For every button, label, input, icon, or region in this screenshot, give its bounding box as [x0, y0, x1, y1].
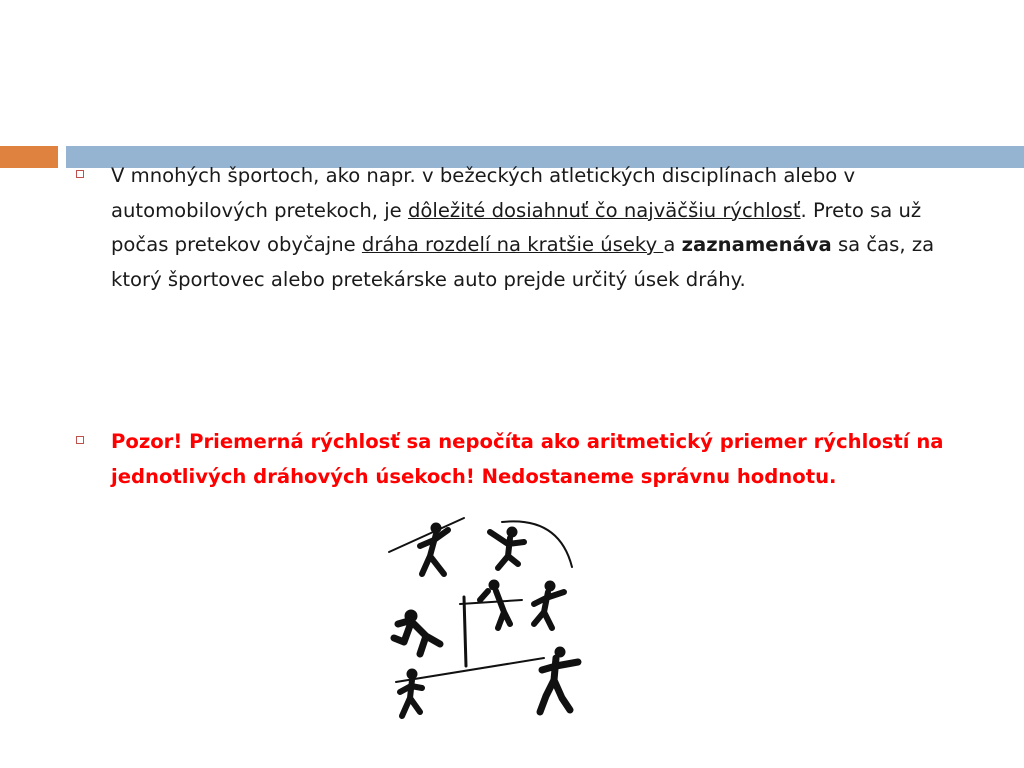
square-bullet-icon — [76, 170, 84, 178]
bullet-text-part: a — [663, 233, 682, 256]
warning-text: Pozor! Priemerná rýchlosť sa nepočíta ako aritmetický priemer rýchlostí na jednotlivých dráhových úsekoch! Nedostaneme správnu hodnotu. — [111, 430, 944, 488]
bullet-text-part: . Preto sa už počas pretekov obyčajne — [111, 198, 922, 256]
bullet-bold-text: zaznamenáva — [681, 233, 832, 256]
square-bullet-icon — [76, 436, 84, 444]
athletes-silhouettes-icon — [384, 512, 594, 722]
bullet-text-part: V mnohých športoch, ako napr. v bežeckých atletických disciplínach alebo v automobilových pretekoch, je — [111, 164, 856, 222]
bullet-speed-segments — [76, 159, 976, 297]
bullet-warning — [76, 425, 976, 494]
bullet-underlined-text: dôležité dosiahnuť čo najväčšiu rýchlosť — [407, 198, 801, 222]
header-accent-orange — [0, 146, 58, 168]
bullet-text-part: sa čas, za ktorý športovec alebo pretekárske auto prejde určitý úsek dráhy. — [111, 233, 935, 291]
bullet-underlined-text: dráha rozdelí na kratšie úseky — [361, 233, 664, 256]
